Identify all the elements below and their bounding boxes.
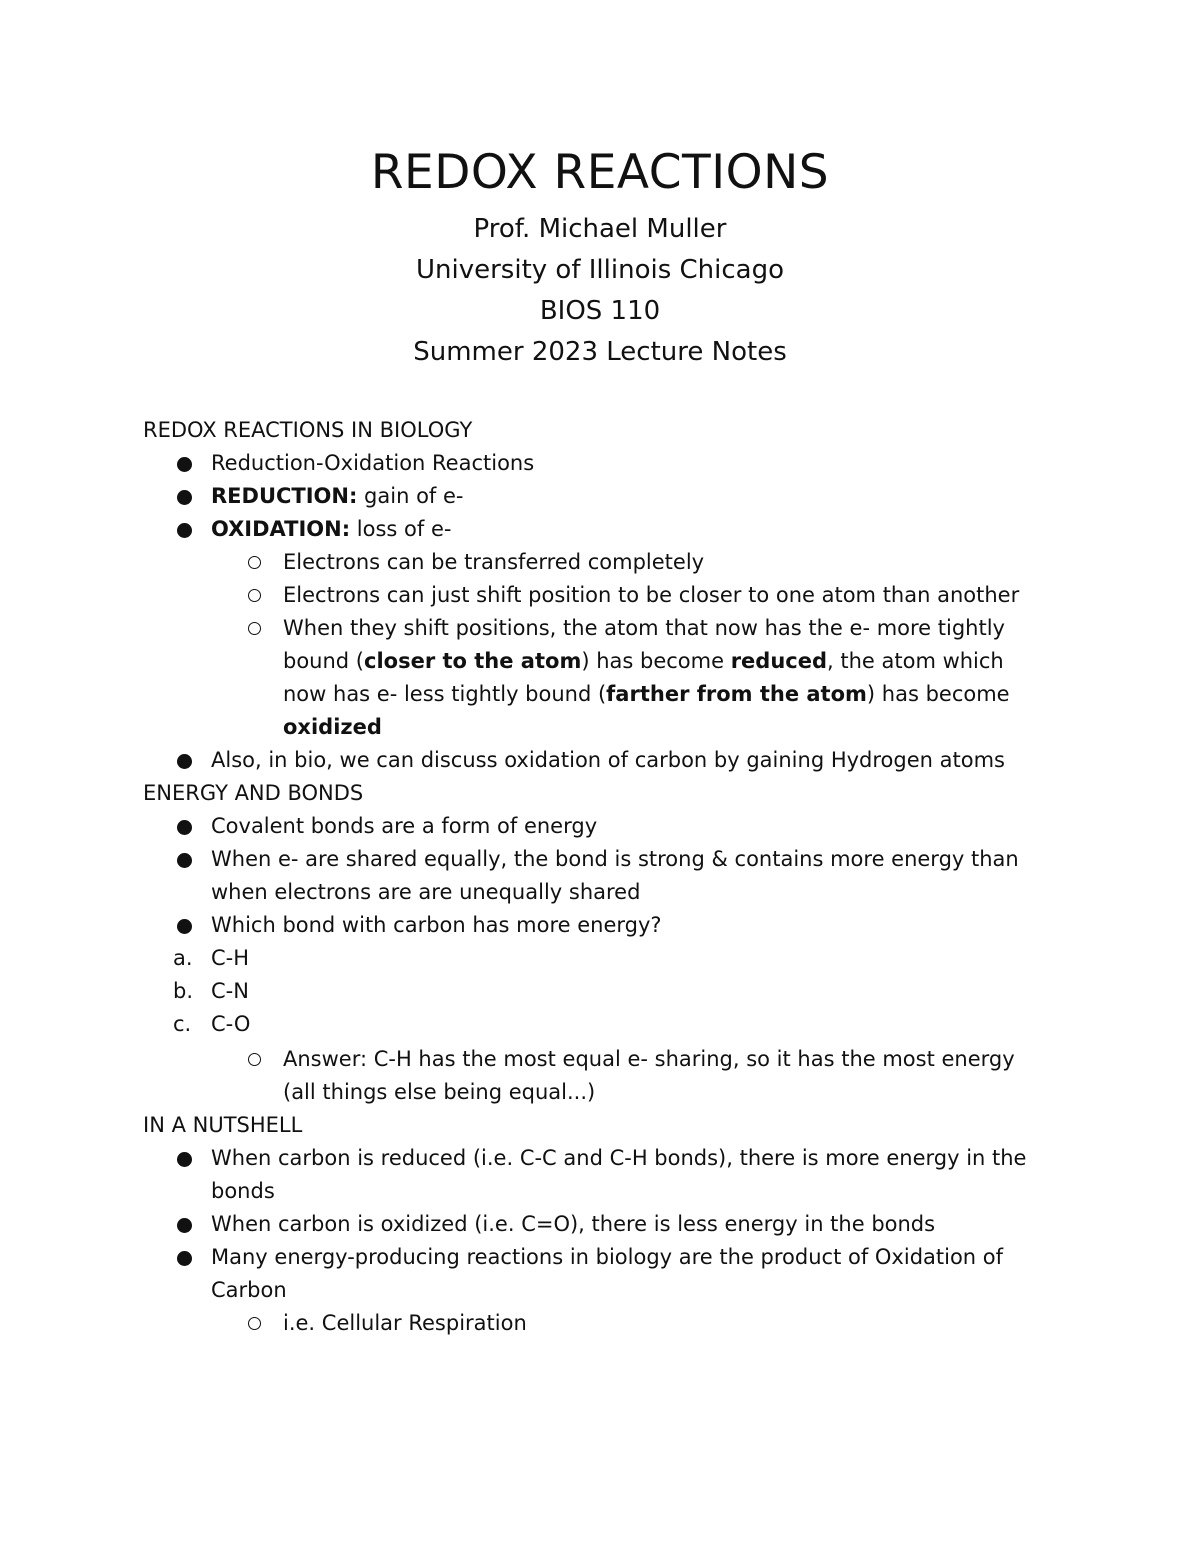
option-text: C-H (211, 946, 250, 970)
list-item-text: Reduction-Oxidation Reactions (211, 451, 535, 475)
sub-list-item-text: Answer: C-H has the most equal e- sharing, so it has the most energy (all things else being equal...) (283, 1047, 1015, 1104)
hollow-bullet-icon (248, 556, 261, 569)
bullet-icon (177, 820, 192, 835)
sub-list-item-text: i.e. Cellular Respiration (283, 1311, 527, 1335)
course-code: BIOS 110 (539, 296, 661, 326)
list-item (211, 909, 1061, 942)
list-item (211, 810, 1061, 843)
sub-list-item-text: When they shift positions, the atom that now has the e- more tightly bound ( (283, 616, 1005, 673)
sub-list-item (283, 1307, 1023, 1340)
bullet-icon (177, 457, 192, 472)
sub-list-item (283, 612, 1023, 744)
bullet-icon (177, 853, 192, 868)
hollow-bullet-icon (248, 622, 261, 635)
option-text: C-N (211, 979, 249, 1003)
option-letter: a. (173, 946, 193, 970)
section-heading-energy: ENERGY AND BONDS (143, 781, 364, 805)
bullet-icon (177, 1218, 192, 1233)
document-title: REDOX REACTIONS (370, 145, 830, 200)
list-item (211, 513, 1061, 546)
professor-name: Prof. Michael Muller (473, 214, 727, 244)
list-item-text: Which bond with carbon has more energy? (211, 913, 662, 937)
emphasis-text: farther from the atom (606, 682, 867, 706)
hollow-bullet-icon (248, 1317, 261, 1330)
list-item (211, 843, 1061, 909)
section-heading-redox: REDOX REACTIONS IN BIOLOGY (143, 418, 473, 442)
list-item-text: When e- are shared equally, the bond is strong & contains more energy than when electrons are are unequally shared (211, 847, 1019, 904)
sub-list-item-text: , the atom which now has e- less tightly bound ( (283, 649, 1004, 706)
document-body (0, 414, 1200, 1340)
list-item (211, 480, 1061, 513)
emphasis-text: closer to the atom (364, 649, 582, 673)
list-item-text: loss of e- (350, 517, 452, 541)
hollow-bullet-icon (248, 589, 261, 602)
emphasis-text: reduced (730, 649, 827, 673)
sub-list-item (283, 546, 1023, 579)
emphasis-text: oxidized (283, 715, 382, 739)
list-item (211, 447, 1061, 480)
term-oxidation: OXIDATION: (211, 517, 351, 541)
list-item-text: Also, in bio, we can discuss oxidation of carbon by gaining Hydrogen atoms (211, 748, 1005, 772)
list-item (211, 744, 1061, 777)
bullet-icon (177, 1152, 192, 1167)
list-item-text: Many energy-producing reactions in biology are the product of Oxidation of Carbon (211, 1245, 1004, 1302)
list-item-text: gain of e- (357, 484, 464, 508)
sub-list-item-text: ) has become (866, 682, 1010, 706)
bullet-icon (177, 523, 192, 538)
sub-list-item-text: Electrons can be transferred completely (283, 550, 705, 574)
term-label: Summer 2023 Lecture Notes (413, 337, 787, 367)
option-letter: c. (173, 1012, 192, 1036)
university-name: University of Illinois Chicago (416, 255, 784, 285)
term-reduction: REDUCTION: (211, 484, 358, 508)
bullet-icon (177, 1251, 192, 1266)
sub-list-item (283, 1043, 1023, 1109)
sub-list-item-text: Electrons can just shift position to be closer to one atom than another (283, 583, 1020, 607)
list-item-text: When carbon is reduced (i.e. C-C and C-H bonds), there is more energy in the bonds (211, 1146, 1027, 1203)
bullet-icon (177, 754, 192, 769)
list-item-text: Covalent bonds are a form of energy (211, 814, 598, 838)
option-item (173, 975, 1056, 1008)
bullet-icon (177, 919, 192, 934)
list-item (211, 1241, 1061, 1307)
sub-list-item (283, 579, 1023, 612)
bullet-icon (177, 490, 192, 505)
list-item (211, 1208, 1061, 1241)
section-heading-nutshell: IN A NUTSHELL (143, 1113, 303, 1137)
option-item (173, 942, 1056, 975)
option-item (173, 1008, 1056, 1041)
sub-list-item-text: ) has become (581, 649, 731, 673)
list-item-text: When carbon is oxidized (i.e. C=O), there is less energy in the bonds (211, 1212, 936, 1236)
hollow-bullet-icon (248, 1053, 261, 1066)
option-letter: b. (173, 979, 194, 1003)
list-item (211, 1142, 1061, 1208)
option-text: C-O (211, 1012, 251, 1036)
